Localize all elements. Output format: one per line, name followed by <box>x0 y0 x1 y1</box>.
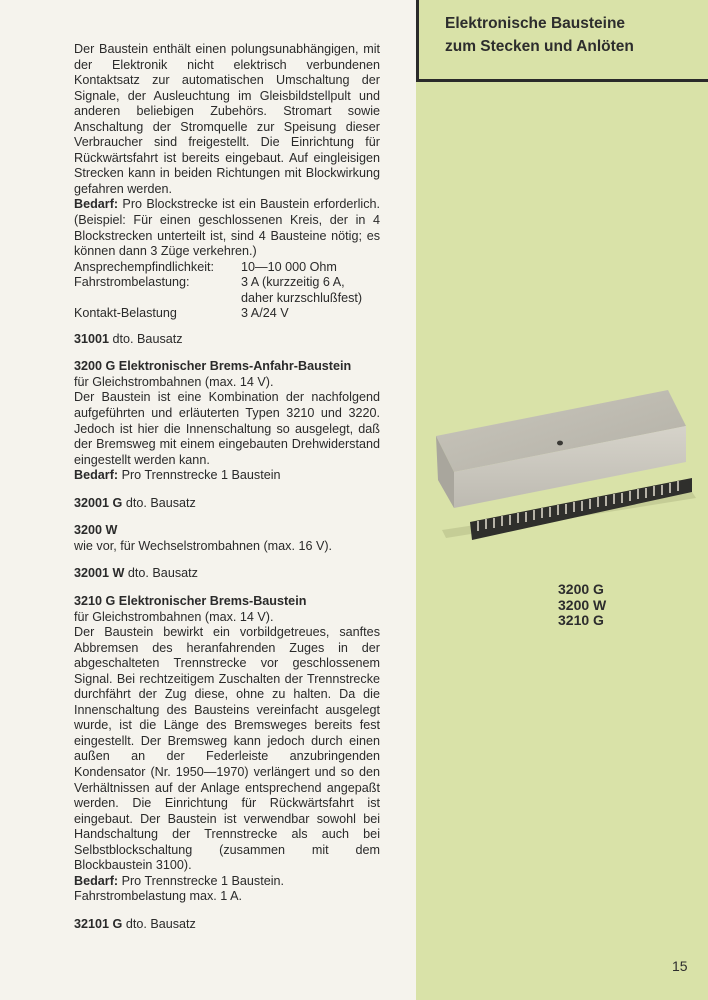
article-code: 32101 G <box>74 916 123 931</box>
section-title <box>445 12 695 58</box>
main-text <box>74 42 380 932</box>
bedarf-label: Bedarf: <box>74 468 119 483</box>
model-label: 3200 W <box>558 596 607 613</box>
subtitle-3200w: wie vor, für Wechselstrombahnen (max. 16 V). <box>74 538 333 553</box>
section-title-line-1: Elektronische Bausteine <box>445 15 626 32</box>
bedarf-text: Pro Blockstrecke ist ein Baustein erforderlich. (Beispiel: Für einen geschlossenen Kreis, der in 4 Blockstrecken unterteilt ist, sind 4 Bausteine nötig; es können dann 3 Züge verkehren.) <box>74 197 380 259</box>
spec-table <box>74 260 380 322</box>
page-number: 15 <box>672 958 688 974</box>
spec-value: 10—10 000 Ohm <box>241 259 337 274</box>
bedarf-3210g <box>74 874 380 890</box>
bedarf-label: Bedarf: <box>74 873 119 888</box>
article-code: 32001 G <box>74 495 123 510</box>
spec-row-contact <box>74 306 380 322</box>
current-3210g: Fahrstrombelastung max. 1 A. <box>74 889 242 904</box>
spec-label: Fahrstrombelastung: <box>74 275 190 290</box>
bedarf-label: Bedarf: <box>74 197 119 212</box>
spec-value: 3 A/24 V <box>241 306 289 321</box>
heading-3200w: 3200 W <box>74 523 118 538</box>
model-label: 3210 G <box>558 612 604 628</box>
bedarf-text: Pro Trennstrecke 1 Baustein <box>118 468 281 483</box>
spec-label: Kontakt-Belastung <box>74 306 177 321</box>
spec-label: Ansprechempfindlichkeit: <box>74 259 215 274</box>
kit-line-32101g <box>74 917 380 933</box>
section-header-box <box>416 0 708 82</box>
adjustment-hole <box>557 441 563 446</box>
kit-line-31001 <box>74 332 380 348</box>
kit-line-32001g <box>74 496 380 512</box>
spec-row-sensitivity <box>74 260 380 276</box>
article-code: 32001 W <box>74 566 125 581</box>
kit-line-32001w <box>74 566 380 582</box>
spec-value: 3 A (kurzzeitig 6 A, <box>241 275 345 290</box>
kit-text: dto. Bausatz <box>122 916 196 931</box>
bedarf-paragraph-block <box>74 197 380 259</box>
section-title-line-2: zum Stecken und Anlöten <box>445 38 634 55</box>
description-3210g: Der Baustein bewirkt ein vorbildgetreues, sanftes Abbremsen des heranfahrenden Zuges in der abgeschalteten Trennstrecke vor geschlossenem Signal. Bei rechtzeitigem Zuschalten der Trennstrecke durchfährt der Zug diese, ohne zu halten. Da die Innenschaltung des Bausteins vereinfacht ausgelegt wurde, ist die Länge des Bremsweges bereits fest eingestellt. Der Bremsweg kann jedoch durch einen außen an der Federleiste anzubringenden Kondensator (Nr. 1950—1970) verlängert und so den Verhältnissen auf der Anlage entsprechend angepaßt werden. Die Einrichtung für Rückwärtsfahrt ist eingebaut. Der Baustein ist verwendbar sowohl bei Handschaltung der Trennstrecke als auch bei Selbstblockschaltung (zusammen mit dem Blockbaustein 3100). <box>74 625 380 873</box>
model-list <box>558 582 638 629</box>
kit-text: dto. Bausatz <box>122 495 196 510</box>
kit-text: dto. Bausatz <box>124 566 198 581</box>
kit-text: dto. Bausatz <box>109 331 183 346</box>
spec-value: daher kurzschlußfest) <box>241 290 363 305</box>
bedarf-3200g <box>74 468 380 484</box>
module-photo <box>430 380 700 555</box>
subtitle-3210g: für Gleichstrombahnen (max. 14 V). <box>74 609 274 624</box>
intro-paragraph: Der Baustein enthält einen polungsunabhängigen, mit der Elektronik nicht elektrisch verbundenen Kontaktsatz zur automatischen Umschaltung der Signale, der Ausleuchtung im Gleisbildstellpult und anderen beliebigen Zubehörs. Stromart sowie Anschaltung der Stromquelle zur Speisung dieser Verbraucher sind freigestellt. Die Einrichtung für Rückwärtsfahrt ist bereits eingebaut. Auf eingleisigen Strecken kann in beiden Richtungen mit Blockwirkung gefahren werden. <box>74 42 380 196</box>
spec-row-current-cont <box>74 291 380 307</box>
model-label: 3200 G <box>558 581 604 597</box>
bedarf-text: Pro Trennstrecke 1 Baustein. <box>118 873 284 888</box>
heading-3200g: 3200 G Elektronischer Brems-Anfahr-Baustein <box>74 359 352 374</box>
heading-3210g: 3210 G Elektronischer Brems-Baustein <box>74 593 307 608</box>
subtitle-3200g: für Gleichstrombahnen (max. 14 V). <box>74 374 274 389</box>
spec-row-current <box>74 275 380 291</box>
article-code: 31001 <box>74 331 110 346</box>
description-3200g: Der Baustein ist eine Kombination der nachfolgend aufgeführten und erläuterten Typen 3210 und 3220. Jedoch ist hier die Innenschaltung so ausgelegt, daß der Bremsweg mit einem eingebauten Drehwiderstand eingestellt werden kann. <box>74 390 380 467</box>
